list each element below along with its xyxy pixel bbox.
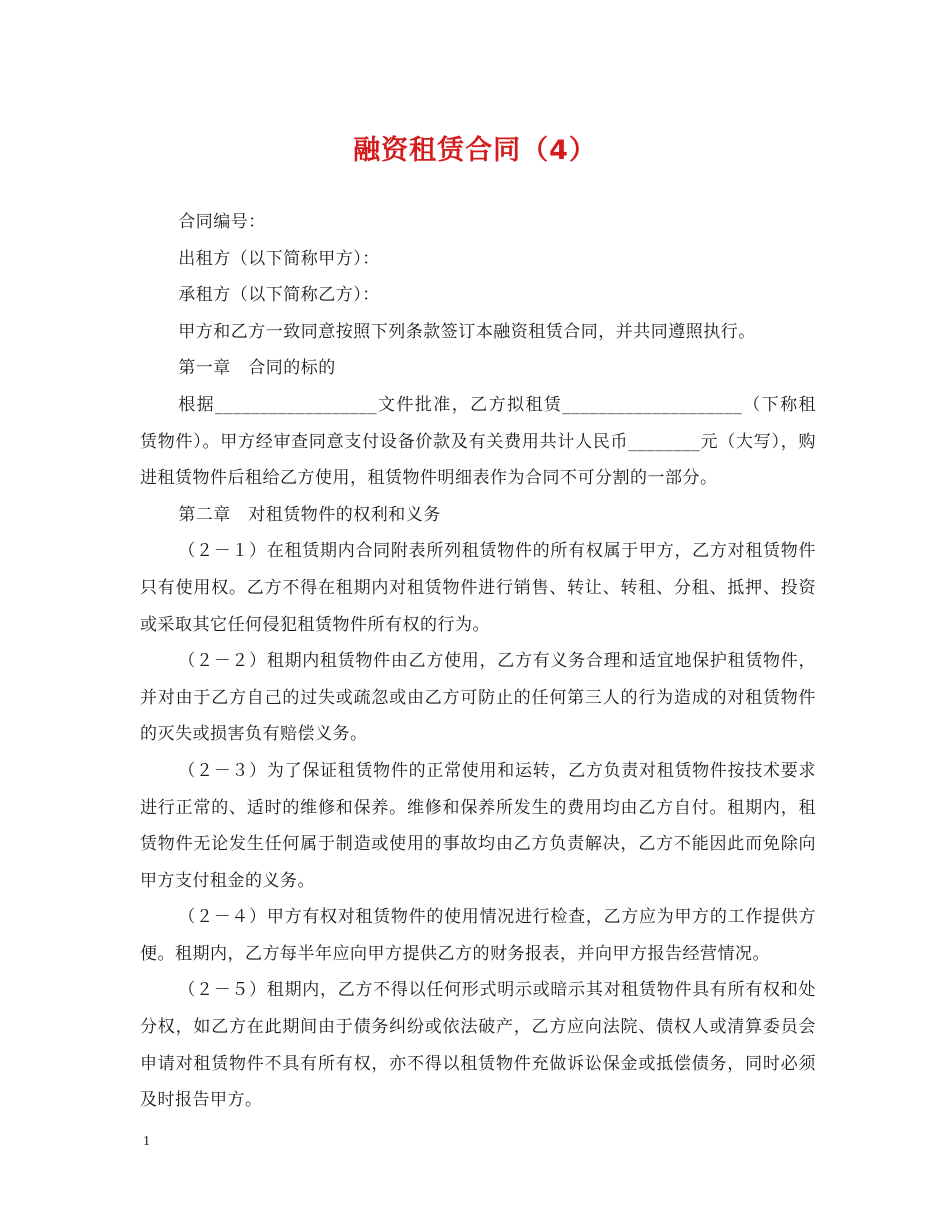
clause-2-5: （２－５）租期内，乙方不得以任何形式明示或暗示其对租赁物件具有所有权和处分权，如乙方在此期间由于债务纠纷或依法破产，乙方应向法院、债权人或清算委员会申请对租赁物件不具有所有权，亦不得以租赁物件充做诉讼保金或抵偿债务，同时必须及时报告甲方。 bbox=[140, 980, 816, 1111]
chapter-2-heading: 第二章 对租赁物件的权利和义务 bbox=[178, 504, 441, 525]
chapter-1-heading: 第一章 合同的标的 bbox=[178, 358, 336, 379]
clause-2-1: （２－１）在租赁期内合同附表所列租赁物件的所有权属于甲方，乙方对租赁物件只有使用权。乙方不得在租期内对租赁物件进行销售、转让、转租、分租、抵押、投资或采取其它任何侵犯租赁物件所有权的行为。 bbox=[140, 541, 816, 635]
contract-number-line: 合同编号： bbox=[178, 212, 266, 232]
clause-2-4: （２－４）甲方有权对租赁物件的使用情况进行检查，乙方应为甲方的工作提供方便。租期内，乙方每半年应向甲方提供乙方的财务报表，并向甲方报告经营情况。 bbox=[140, 907, 816, 964]
document-title: 融资租赁合同（4） bbox=[353, 135, 597, 166]
lessor-line: 出租方（以下简称甲方）： bbox=[178, 248, 380, 269]
clause-2-2: （２－２）租期内租赁物件由乙方使用，乙方有义务合理和适宜地保护租赁物件，并对由于乙方自己的过失或疏忽或由乙方可防止的任何第三人的行为造成的对租赁物件的灭失或损害负有赔偿义务。 bbox=[140, 651, 816, 745]
chapter-1-paragraph: 根据__________________文件批准，乙方拟租赁____________________（下称租赁物件）。甲方经审查同意支付设备价款及有关费用共计人民币________元（大写），购进租赁物件后租给乙方使用，租赁物件明细表作为合同不可分割的一部分。 bbox=[140, 394, 816, 489]
page-number: 1 bbox=[143, 1134, 150, 1149]
lessee-line: 承租方（以下简称乙方）： bbox=[178, 285, 380, 306]
clause-2-3: （２－３）为了保证租赁物件的正常使用和运转，乙方负责对租赁物件按技术要求进行正常的、适时的维修和保养。维修和保养所发生的费用均由乙方自付。租期内，租赁物件无论发生任何属于制造或使用的事故均由乙方负责解决，乙方不能因此而免除向甲方支付租金的义务。 bbox=[140, 760, 816, 891]
agreement-statement: 甲方和乙方一致同意按照下列条款签订本融资租赁合同，并共同遵照执行。 bbox=[178, 321, 756, 342]
document-body bbox=[140, 204, 816, 1119]
